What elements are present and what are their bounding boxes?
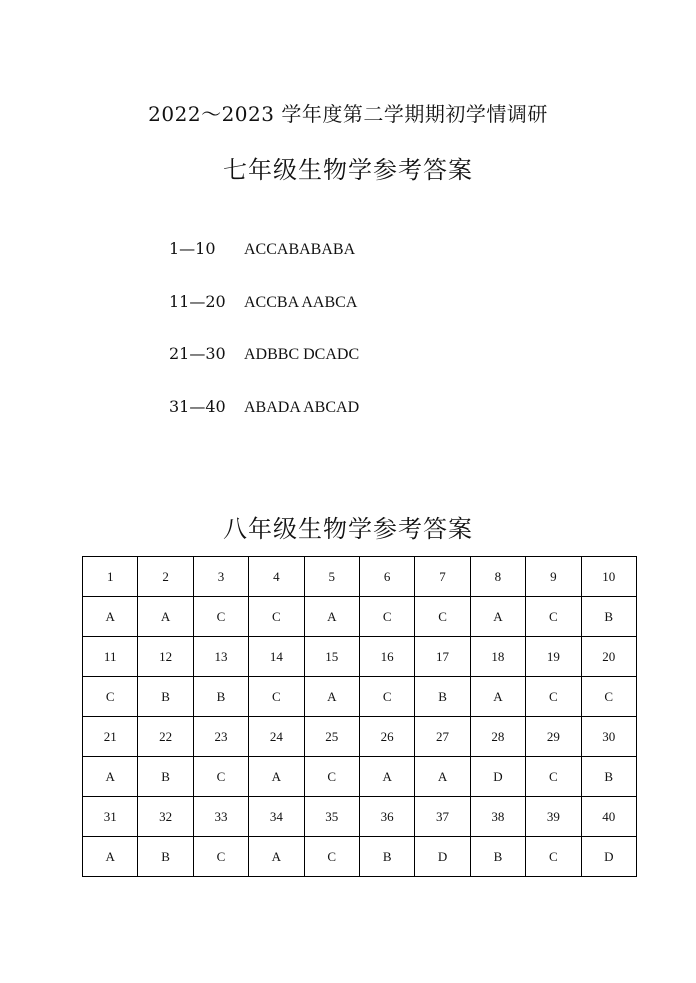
answer-line <box>169 289 359 342</box>
answer-key: ACCBA AABCA <box>244 293 358 311</box>
grade8-answer-table <box>82 556 637 877</box>
answer-cell: C <box>359 597 414 637</box>
answer-range: 11—20 <box>169 291 226 311</box>
answer-key: ACCABABABA <box>244 241 356 258</box>
question-number-cell: 12 <box>138 637 193 677</box>
answer-cell: C <box>359 677 414 717</box>
answer-cell: C <box>526 757 581 797</box>
answer-cell: A <box>304 597 359 637</box>
question-number-cell: 21 <box>83 717 138 757</box>
answer-cell: A <box>415 757 470 797</box>
answer-row <box>83 677 637 717</box>
answer-key: ABADA ABCAD <box>244 398 360 416</box>
answer-cell: A <box>138 597 193 637</box>
answer-cell: C <box>249 677 304 717</box>
question-number-row <box>83 637 637 677</box>
answer-line <box>169 394 359 447</box>
grade7-answer-list <box>169 236 359 446</box>
answer-cell: A <box>249 757 304 797</box>
answer-cell: C <box>193 837 248 877</box>
grade8-answer-title: 八年级生物学参考答案 <box>223 515 473 543</box>
answer-row <box>83 597 637 637</box>
question-number-cell: 14 <box>249 637 304 677</box>
answer-cell: A <box>359 757 414 797</box>
answer-cell: C <box>304 837 359 877</box>
question-number-cell: 39 <box>526 797 581 837</box>
answer-cell: A <box>83 757 138 797</box>
answer-cell: C <box>193 757 248 797</box>
answer-cell: C <box>249 597 304 637</box>
answer-cell: B <box>138 757 193 797</box>
answer-range: 1—10 <box>169 239 216 258</box>
answer-cell: A <box>249 837 304 877</box>
answer-cell: D <box>415 837 470 877</box>
question-number-cell: 3 <box>193 557 248 597</box>
answer-cell: C <box>304 757 359 797</box>
answer-cell: C <box>581 677 636 717</box>
question-number-row <box>83 557 637 597</box>
answer-cell: B <box>581 597 636 637</box>
answer-cell: C <box>526 837 581 877</box>
question-number-cell: 13 <box>193 637 248 677</box>
question-number-cell: 15 <box>304 637 359 677</box>
answer-cell: B <box>359 837 414 877</box>
answer-cell: C <box>526 597 581 637</box>
question-number-cell: 20 <box>581 637 636 677</box>
answer-cell: C <box>526 677 581 717</box>
question-number-cell: 38 <box>470 797 525 837</box>
question-number-cell: 23 <box>193 717 248 757</box>
question-number-cell: 35 <box>304 797 359 837</box>
question-number-row <box>83 797 637 837</box>
question-number-cell: 29 <box>526 717 581 757</box>
question-number-cell: 26 <box>359 717 414 757</box>
question-number-cell: 5 <box>304 557 359 597</box>
question-number-cell: 32 <box>138 797 193 837</box>
answer-table-body <box>83 557 637 877</box>
answer-cell: B <box>415 677 470 717</box>
answer-cell: B <box>581 757 636 797</box>
question-number-cell: 33 <box>193 797 248 837</box>
question-number-cell: 1 <box>83 557 138 597</box>
question-number-cell: 36 <box>359 797 414 837</box>
answer-line <box>169 341 359 394</box>
question-number-cell: 28 <box>470 717 525 757</box>
answer-cell: B <box>193 677 248 717</box>
question-number-cell: 19 <box>526 637 581 677</box>
question-number-cell: 40 <box>581 797 636 837</box>
answer-cell: C <box>193 597 248 637</box>
question-number-cell: 18 <box>470 637 525 677</box>
question-number-cell: 10 <box>581 557 636 597</box>
answer-range: 31—40 <box>169 396 226 416</box>
question-number-cell: 7 <box>415 557 470 597</box>
answer-row <box>83 837 637 877</box>
question-number-cell: 34 <box>249 797 304 837</box>
answer-cell: A <box>83 837 138 877</box>
question-number-cell: 31 <box>83 797 138 837</box>
answer-cell: B <box>470 837 525 877</box>
answer-line <box>169 236 359 289</box>
question-number-cell: 24 <box>249 717 304 757</box>
answer-cell: C <box>415 597 470 637</box>
question-number-cell: 37 <box>415 797 470 837</box>
question-number-cell: 25 <box>304 717 359 757</box>
question-number-cell: 30 <box>581 717 636 757</box>
answer-cell: A <box>83 597 138 637</box>
question-number-cell: 22 <box>138 717 193 757</box>
question-number-cell: 16 <box>359 637 414 677</box>
answer-key: ADBBC DCADC <box>244 346 360 363</box>
question-number-cell: 9 <box>526 557 581 597</box>
question-number-row <box>83 717 637 757</box>
question-number-cell: 17 <box>415 637 470 677</box>
document-title: 2022～2023 学年度第二学期期初学情调研 <box>148 102 548 126</box>
question-number-cell: 8 <box>470 557 525 597</box>
question-number-cell: 11 <box>83 637 138 677</box>
answer-cell: D <box>470 757 525 797</box>
answer-row <box>83 757 637 797</box>
answer-cell: C <box>83 677 138 717</box>
question-number-cell: 6 <box>359 557 414 597</box>
answer-cell: A <box>470 597 525 637</box>
answer-cell: A <box>470 677 525 717</box>
answer-cell: A <box>304 677 359 717</box>
question-number-cell: 27 <box>415 717 470 757</box>
answer-range: 21—30 <box>169 344 226 363</box>
answer-cell: B <box>138 677 193 717</box>
question-number-cell: 2 <box>138 557 193 597</box>
question-number-cell: 4 <box>249 557 304 597</box>
answer-cell: B <box>138 837 193 877</box>
answer-cell: D <box>581 837 636 877</box>
grade7-answer-title: 七年级生物学参考答案 <box>223 156 473 184</box>
